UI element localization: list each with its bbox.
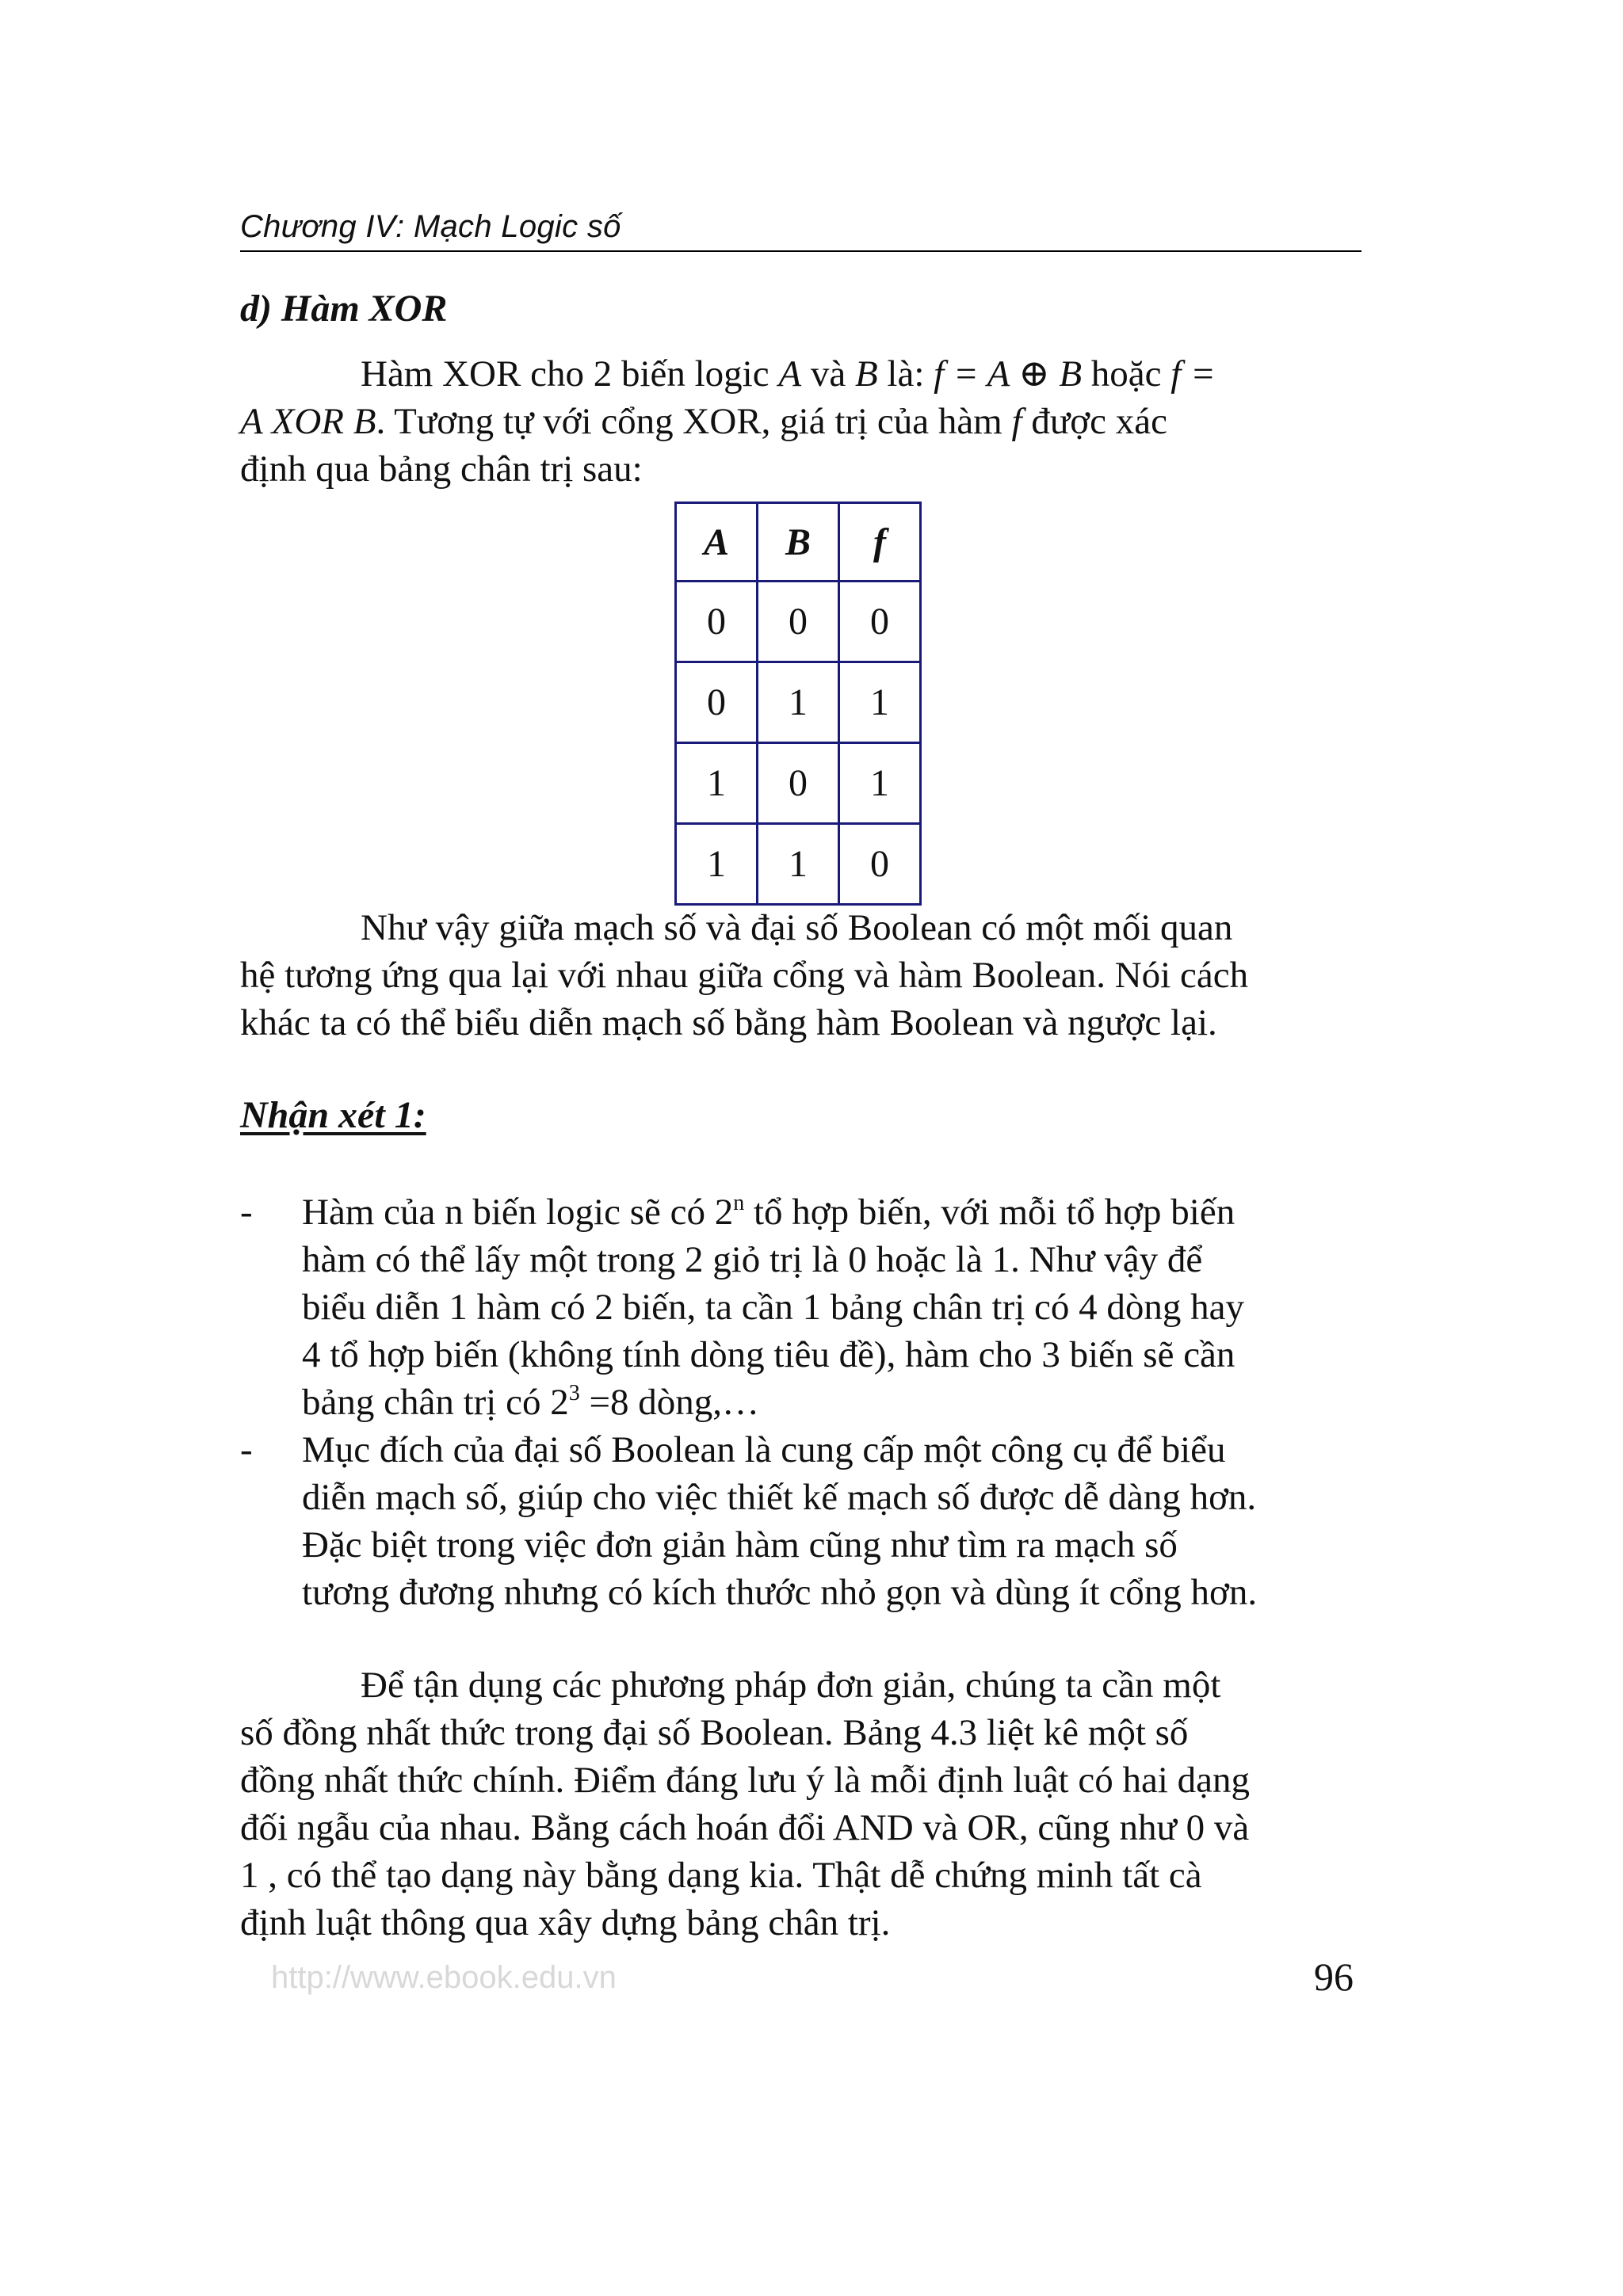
table-cell: 1: [839, 743, 921, 824]
bullet-dash: -: [240, 1429, 253, 1470]
table-row: [676, 662, 921, 743]
table-row: [676, 582, 921, 662]
watermark-url: http://www.ebook.edu.vn: [271, 1960, 617, 1995]
table-cell: 1: [839, 662, 921, 743]
table-cell: 0: [758, 582, 839, 662]
section-title: d) Hàm XOR: [240, 288, 448, 330]
intro-line-1: Hàm XOR cho 2 biến logic A và B là: f = A ⊕ B hoặc f =: [361, 353, 1216, 395]
xor-intro: [240, 350, 1358, 493]
table-cell: 0: [758, 743, 839, 824]
header-cell-a: A: [676, 503, 758, 582]
bullet-dash: -: [240, 1192, 253, 1233]
table-cell: 0: [839, 582, 921, 662]
header-cell-f: f: [839, 503, 921, 582]
intro-line-3: định qua bảng chân trị sau:: [240, 448, 643, 490]
chapter-title: Chương IV: Mạch Logic số: [240, 209, 621, 244]
table-row: [676, 824, 921, 905]
table-cell: 0: [676, 582, 758, 662]
table-header-row: [676, 503, 921, 582]
page-header: [240, 208, 1361, 252]
xor-truth-table: [674, 502, 922, 906]
xor-formula: f = A ⊕ B: [934, 353, 1083, 395]
page-number: 96: [1314, 1955, 1354, 1999]
table-row: [676, 743, 921, 824]
table-cell: 1: [758, 662, 839, 743]
header-cell-b: B: [758, 503, 839, 582]
paragraph-identities: Để tận dụng các phương pháp đơn giản, chúng ta cần một số đồng nhất thức trong đại số Boolean. Bảng 4.3 liệt kê một số đồng nhất thức chính. Điểm đáng lưu ý là mỗi định luật có hai dạng đối ngẫu của nhau. Bằng cách hoán đổi AND và OR, cũng như 0 và 1 , có thể tạo dạng này bằng dạng kia. Thật dễ chứng minh tất cà định luật thông qua xây dựng bảng chân trị.: [240, 1665, 1251, 1943]
note-title: Nhận xét 1:: [240, 1094, 426, 1136]
intro-line-2: A XOR B. Tương tự với cổng XOR, giá trị của hàm f được xác: [240, 401, 1167, 442]
table-cell: 1: [758, 824, 839, 905]
table-cell: 0: [839, 824, 921, 905]
table-cell: 1: [676, 743, 758, 824]
paragraph-boolean-relation: Như vậy giữa mạch số và đại số Boolean có một mối quan hệ tương ứng qua lại với nhau giữa cổng và hàm Boolean. Nói cách khác ta có thể biểu diễn mạch số bằng hàm Boolean và ngược lại.: [240, 907, 1249, 1043]
table-cell: 0: [676, 662, 758, 743]
table-cell: 1: [676, 824, 758, 905]
